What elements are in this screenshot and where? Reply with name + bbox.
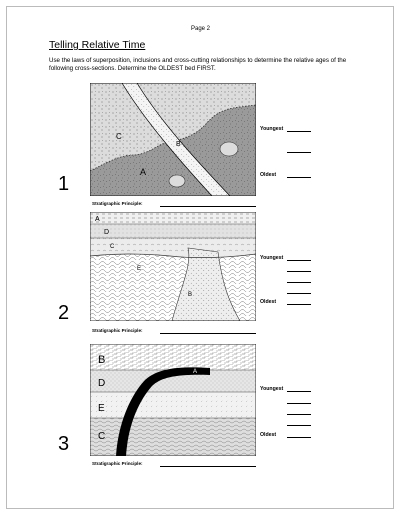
- stratigraphic-principle-label: Stratigraphic Principle:: [92, 328, 143, 333]
- stratigraphic-principle-line[interactable]: [160, 206, 256, 207]
- section-2-number: 2: [58, 302, 70, 324]
- layer-label: E: [98, 403, 105, 414]
- page-number: Page 2: [191, 26, 211, 32]
- answer-line[interactable]: [287, 131, 311, 132]
- answer-line[interactable]: [287, 177, 311, 178]
- answer-line[interactable]: [287, 403, 311, 404]
- stratigraphic-principle-line[interactable]: [160, 466, 256, 467]
- oldest-label: Oldest: [260, 299, 277, 305]
- layer-label: C: [116, 132, 122, 141]
- oldest-label: Oldest: [260, 172, 277, 178]
- answer-line[interactable]: [287, 271, 311, 272]
- answer-line[interactable]: [287, 152, 311, 153]
- cross-section-2-diagram: [90, 212, 256, 321]
- oldest-label: Oldest: [260, 432, 277, 438]
- layer-label: B: [188, 292, 193, 298]
- layer-label: A: [193, 369, 198, 375]
- layer-label: B: [98, 354, 106, 366]
- answer-line[interactable]: [287, 437, 311, 438]
- layer-label: C: [98, 431, 106, 442]
- answer-line[interactable]: [287, 260, 311, 261]
- youngest-label: Youngest: [260, 126, 284, 132]
- answer-line[interactable]: [287, 414, 311, 415]
- answer-line[interactable]: [287, 304, 311, 305]
- answer-line[interactable]: [287, 391, 311, 392]
- stratigraphic-principle-label: Stratigraphic Principle:: [92, 201, 143, 206]
- instructions: Use the laws of superposition, inclusions and cross-cutting relationships to determine the relative ages of the following cross-sections. Determine the OLDEST bed FIRST.: [49, 57, 347, 72]
- stratigraphic-principle-line[interactable]: [160, 333, 256, 334]
- stratigraphic-principle-label: Stratigraphic Principle:: [92, 461, 143, 466]
- page-title: Telling Relative Time: [49, 39, 146, 51]
- layer-label: B: [176, 141, 181, 148]
- layer-label: A: [95, 216, 100, 223]
- answer-line[interactable]: [287, 425, 311, 426]
- answer-line[interactable]: [287, 282, 311, 283]
- youngest-label: Youngest: [260, 386, 284, 392]
- youngest-label: Youngest: [260, 255, 284, 261]
- layer-label: D: [98, 378, 106, 389]
- section-3-number: 3: [58, 433, 70, 455]
- layer-label: A: [140, 167, 147, 177]
- layer-label: C: [110, 244, 115, 250]
- layer-label: D: [104, 229, 110, 236]
- answer-line[interactable]: [287, 293, 311, 294]
- cross-section-1-diagram: [90, 83, 256, 196]
- cross-section-3-diagram: [90, 344, 256, 456]
- section-1-number: 1: [58, 173, 70, 195]
- layer-label: E: [137, 266, 142, 272]
